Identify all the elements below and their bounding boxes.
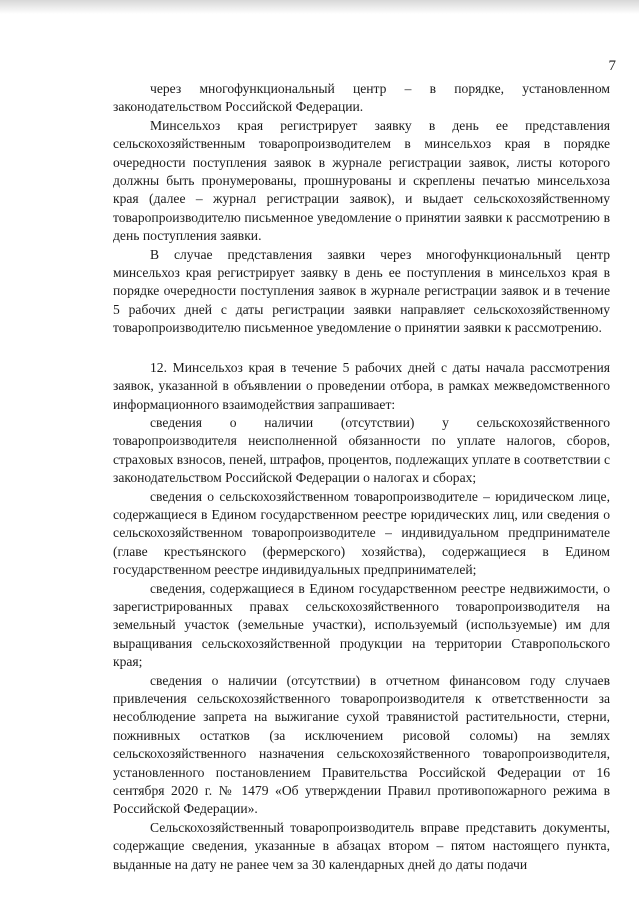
paragraph: В случае представления заявки через многофункциональный центр минсельхоз края регистрирует заявку в день ее поступления в минсельхоз края в порядке очередности поступления заявок в журнале регистрации заявок и в течение 5 рабочих дней с даты регистрации заявки направляет сельскохозяйственному товаропроизводителю письменное уведомление о принятии заявки к рассмотрению. (113, 246, 610, 336)
paragraph: через многофункциональный центр – в порядке, установленном законодательством Российской Федерации. (113, 81, 610, 115)
scan-top-edge (0, 0, 639, 14)
paragraph: сведения о наличии (отсутствии) у сельскохозяйственного товаропроизводителя неисполненной обязанности по уплате налогов, сборов, страховых взносов, пеней, штрафов, процентов, подлежащих уплате в соответствии с законодательством Российской Федерации о налогах и сборах; (113, 414, 610, 486)
paragraph: Сельскохозяйственный товаропроизводитель вправе представить документы, содержащие сведения, указанные в абзацах втором – пятом настоящего пункта, выданные на дату не ранее чем за 30 календарных дней до даты подачи (113, 819, 610, 872)
paragraph: 12. Минсельхоз края в течение 5 рабочих дней с даты начала рассмотрения заявок, указанной в объявлении о проведении отбора, в рамках межведомственного информационного взаимодействия запрашивает: (113, 359, 610, 412)
paragraph: сведения, содержащиеся в Едином государственном реестре недвижимости, о зарегистрированных правах сельскохозяйственного товаропроизводителя на земельный участок (земельные участки), используемый (используемые) им для выращивания сельскохозяйственной продукции на территории Ставропольского края; (113, 580, 610, 670)
page-number: 7 (608, 58, 616, 74)
paragraph: сведения о наличии (отсутствии) в отчетном финансовом году случаев привлечения сельскохозяйственного товаропроизводителя к ответственности за несоблюдение запрета на выжигание сухой травянистой растительности, стерни, пожнивных остатков (за исключением рисовой соломы) на землях сельскохозяйственного назначения сельскохозяйственного товаропроизводителя, установленного постановлением Правительства Российской Федерации от 16 сентября 2020 г. № 1479 «Об утверждении Правил противопожарного режима в Российской Федерации». (113, 672, 610, 817)
document-body (113, 80, 610, 874)
paragraph: сведения о сельскохозяйственном товаропроизводителе – юридическом лице, содержащиеся в Едином государственном реестре юридических лиц, или сведения о сельскохозяйственном товаропроизводителе – индивидуальном предпринимателе (главе крестьянского (фермерского) хозяйства), содержащиеся в Едином государственном реестре индивидуальных предпринимателей; (113, 488, 610, 578)
paragraph: Минсельхоз края регистрирует заявку в день ее представления сельскохозяйственным товаропроизводителем в минсельхоз края в порядке очередности поступления заявок в журнале регистрации заявок, листы которого должны быть пронумерованы, прошнурованы и скреплены печатью минсельхоза края (далее – журнал регистрации заявок), и выдает сельскохозяйственному товаропроизводителю письменное уведомление о принятии заявки к рассмотрению в день поступления заявки. (113, 117, 610, 244)
